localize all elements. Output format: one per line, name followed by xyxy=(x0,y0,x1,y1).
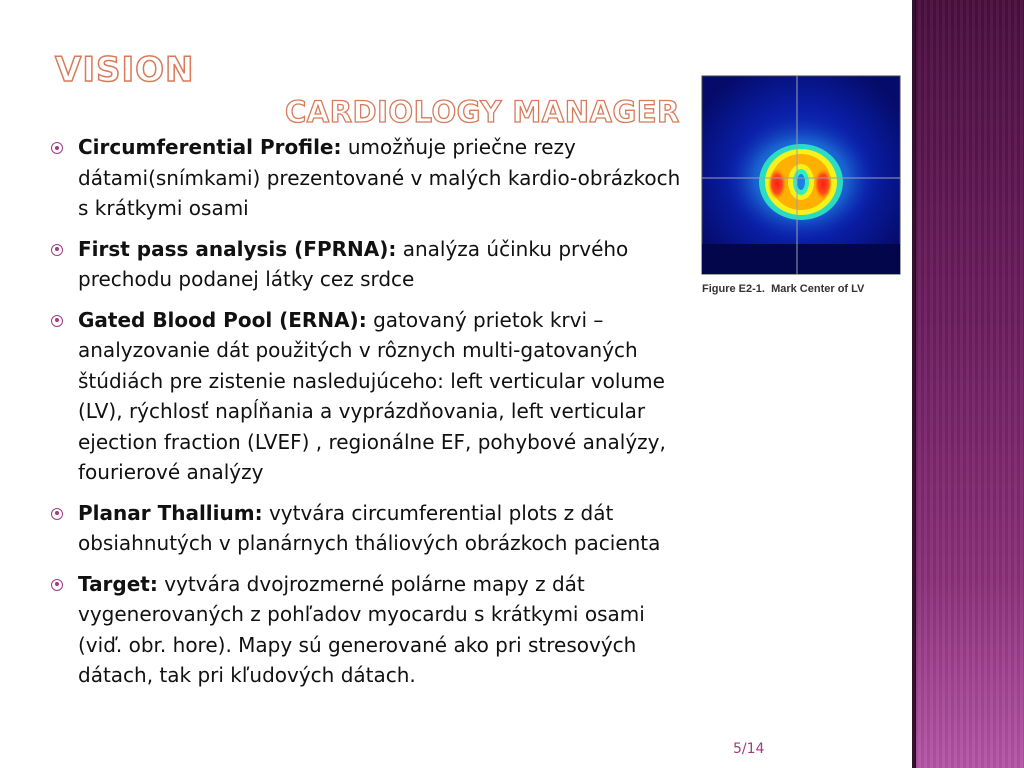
page-number: 5/14 xyxy=(733,741,765,757)
bullet-icon xyxy=(51,315,63,327)
slide-subtitle: CARDIOLOGY MANAGER xyxy=(285,95,680,129)
list-item xyxy=(48,498,693,559)
item-text: analýza účinku prvého prechodu podanej látky cez srdce xyxy=(78,236,629,291)
bullet-icon xyxy=(51,508,63,520)
slide-title: VISION xyxy=(55,50,195,90)
item-text: vytvára dvojrozmerné polárne mapy z dát vygenerovaných z pohľadov myocardu s krátkymi osami (viď. obr. hore). Mapy sú generované ako pri stresových dátach, tak pri kľudových dátach. xyxy=(78,571,645,687)
figure-caption: Figure E2-1. Mark Center of LV xyxy=(702,283,865,295)
item-text: umožňuje priečne rezy dátami(snímkami) prezentované v malých kardio-obrázkoch s krátkymi osami xyxy=(78,135,681,220)
item-term: Circumferential Profile: xyxy=(78,135,342,159)
cardiac-image xyxy=(700,74,902,276)
list-item xyxy=(48,569,693,691)
list-item xyxy=(48,234,693,295)
bullet-icon xyxy=(51,142,63,154)
item-term: First pass analysis (FPRNA): xyxy=(78,236,397,261)
item-text: vytvára circumferential plots z dát obsiahnutých v planárnych tháliových obrázkoch pacienta xyxy=(78,500,661,555)
bullet-icon xyxy=(51,244,63,256)
bullet-list xyxy=(48,132,693,701)
item-term: Target: xyxy=(78,571,158,596)
decorative-side-band xyxy=(912,0,1024,768)
list-item xyxy=(48,305,693,488)
list-item xyxy=(48,132,693,224)
item-term: Gated Blood Pool (ERNA): xyxy=(78,307,367,332)
item-text: gatovaný prietok krvi – analyzovanie dát použitých v rôznych multi-gatovaných štúdiách pre zistenie nasledujúceho: left verticular volume (LV), rýchlosť napĺňania a vyprázdňovania, left verticular ejection fraction (LVEF) , regionálne EF, pohybové analýzy, fourierové analýzy xyxy=(78,307,666,484)
bullet-icon xyxy=(51,579,63,591)
item-term: Planar Thallium: xyxy=(78,500,263,525)
